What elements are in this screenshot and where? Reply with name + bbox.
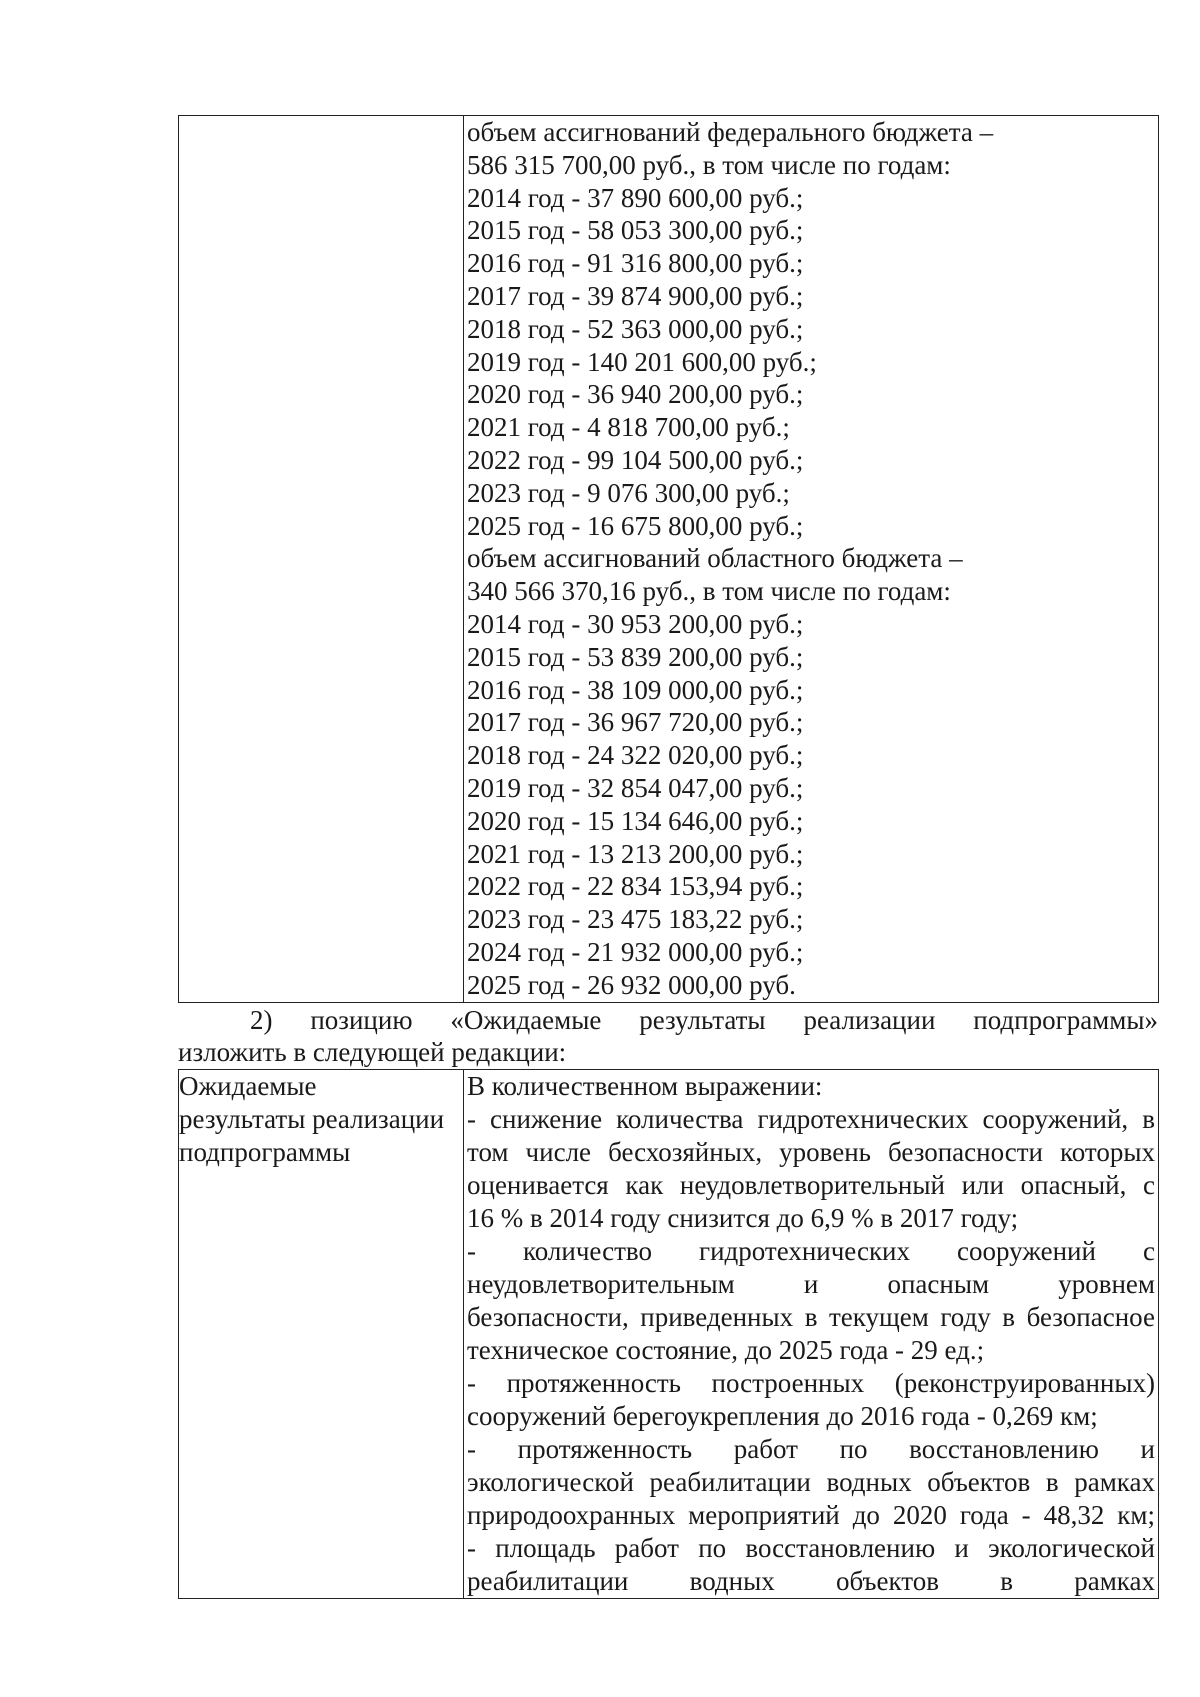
result-line: - протяженность построенных (реконструированных) — [467, 1368, 1155, 1398]
funding-line: 2019 год - 32 854 047,00 руб.; — [467, 772, 804, 803]
label-line: подпрограммы — [179, 1137, 351, 1167]
funding-line: 2022 год - 99 104 500,00 руб.; — [467, 444, 804, 475]
funding-line: 2018 год - 52 363 000,00 руб.; — [467, 313, 804, 344]
result-line: - протяженность работ по восстановлению и — [467, 1434, 1155, 1464]
amendment-paragraph-line1: 2) позицию «Ожидаемые результаты реализации подпрограммы» — [250, 1005, 1158, 1035]
expected-results-label-cell — [179, 1070, 464, 1599]
result-line: безопасности, приведенных в текущем году в безопасное — [467, 1302, 1155, 1332]
funding-line: 2015 год - 58 053 300,00 руб.; — [467, 215, 804, 246]
funding-line: 2022 год - 22 834 153,94 руб.; — [467, 871, 804, 902]
result-line: реабилитации водных объектов в рамках — [467, 1566, 1155, 1596]
label-line: результаты реализации — [179, 1104, 445, 1134]
table-row — [179, 1070, 1159, 1599]
funding-line: 2021 год - 4 818 700,00 руб.; — [467, 412, 790, 443]
funding-line: 2017 год - 39 874 900,00 руб.; — [467, 280, 804, 311]
funding-line: 2025 год - 16 675 800,00 руб.; — [467, 510, 804, 541]
funding-line: 2020 год - 36 940 200,00 руб.; — [467, 379, 804, 410]
funding-table — [178, 115, 1159, 1003]
result-line: - площадь работ по восстановлению и экологической — [467, 1533, 1155, 1563]
funding-line: 2018 год - 24 322 020,00 руб.; — [467, 740, 804, 771]
result-line: оценивается как неудовлетворительный или опасный, с — [467, 1170, 1155, 1200]
funding-table-right-cell — [464, 116, 1159, 1003]
funding-line: 2015 год - 53 839 200,00 руб.; — [467, 641, 804, 672]
funding-line: 340 566 370,16 руб., в том числе по годам: — [467, 576, 951, 607]
funding-line: 586 315 700,00 руб., в том числе по годам: — [467, 149, 951, 180]
label-line: Ожидаемые — [179, 1071, 317, 1101]
result-line: - количество гидротехнических сооружений с — [467, 1236, 1155, 1266]
funding-line: 2024 год - 21 932 000,00 руб.; — [467, 936, 804, 967]
funding-line: 2014 год - 30 953 200,00 руб.; — [467, 608, 804, 639]
funding-line: 2023 год - 9 076 300,00 руб.; — [467, 477, 790, 508]
expected-results-table — [178, 1069, 1159, 1599]
funding-line: 2019 год - 140 201 600,00 руб.; — [467, 346, 817, 377]
funding-line: объем ассигнований областного бюджета – — [467, 543, 963, 574]
funding-line: 2023 год - 23 475 183,22 руб.; — [467, 904, 804, 935]
amendment-paragraph-line2: изложить в следующей редакции: — [178, 1037, 567, 1067]
funding-line: объем ассигнований федерального бюджета – — [467, 117, 994, 147]
result-line: сооружений берегоукрепления до 2016 года - 0,269 км; — [467, 1401, 1098, 1431]
table-row — [179, 116, 1159, 1003]
result-line: неудовлетворительным и опасным уровнем — [467, 1269, 1155, 1299]
result-line: В количественном выражении: — [467, 1071, 823, 1101]
funding-line: 2017 год - 36 967 720,00 руб.; — [467, 707, 804, 738]
funding-table-left-cell — [179, 116, 464, 1003]
result-line: том числе бесхозяйных, уровень безопасности которых — [467, 1137, 1155, 1167]
funding-line: 2020 год - 15 134 646,00 руб.; — [467, 805, 804, 836]
expected-results-text-cell — [464, 1070, 1159, 1599]
result-line: техническое состояние, до 2025 года - 29 ед.; — [467, 1335, 985, 1365]
funding-line: 2021 год - 13 213 200,00 руб.; — [467, 838, 804, 869]
funding-line: 2014 год - 37 890 600,00 руб.; — [467, 182, 804, 213]
funding-line: 2016 год - 38 109 000,00 руб.; — [467, 674, 804, 705]
funding-line: 2016 год - 91 316 800,00 руб.; — [467, 248, 804, 279]
result-line: экологической реабилитации водных объектов в рамках — [467, 1467, 1155, 1497]
funding-line: 2025 год - 26 932 000,00 руб. — [467, 969, 796, 1000]
result-line: природоохранных мероприятий до 2020 года - 48,32 км; — [467, 1500, 1155, 1530]
result-line: 16 % в 2014 году снизится до 6,9 % в 2017 году; — [467, 1203, 1019, 1233]
result-line: - снижение количества гидротехнических сооружений, в — [467, 1104, 1155, 1134]
